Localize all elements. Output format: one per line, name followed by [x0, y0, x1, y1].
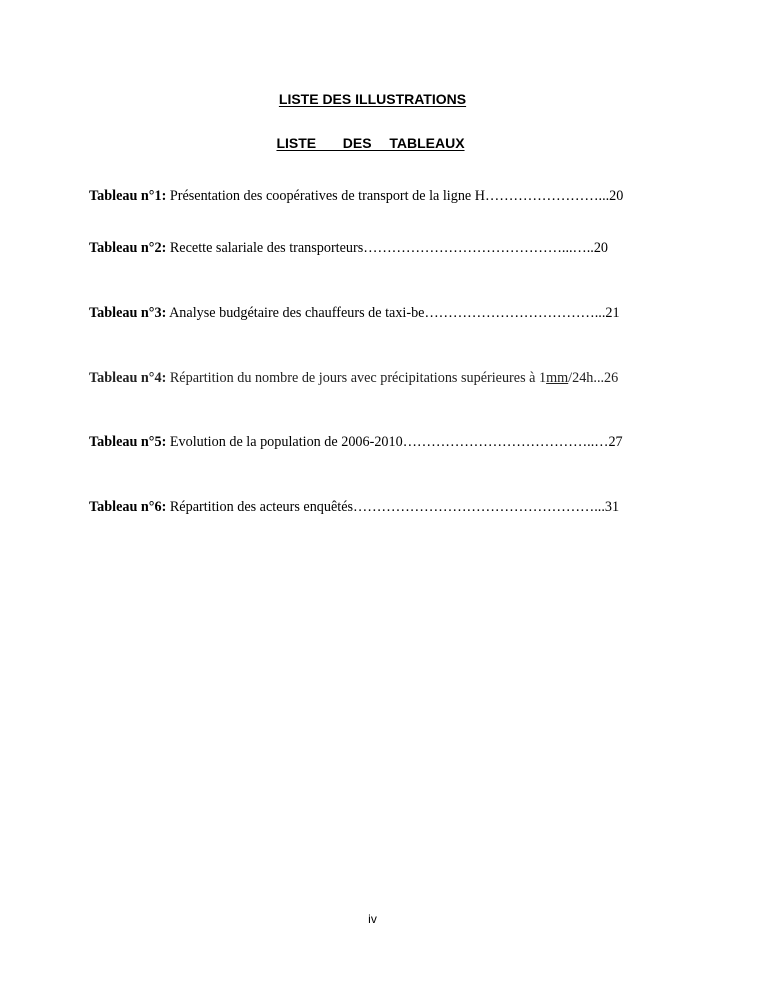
entry-label: Tableau n°4:: [89, 370, 167, 386]
entry-title: Analyse budgétaire des chauffeurs de taxi-be: [169, 305, 425, 321]
entry-title: [170, 370, 594, 386]
entry-leader: ……………………………………...…..: [363, 240, 594, 256]
entry-title-unit: mm: [546, 370, 569, 386]
entry-label: Tableau n°1:: [89, 188, 167, 204]
entry-title: Recette salariale des transporteurs: [169, 240, 364, 256]
entry-title: Présentation des coopératives de transport de la ligne H: [169, 188, 486, 204]
toc-entry-table-4[interactable]: [89, 369, 669, 387]
entry-leader: ...: [593, 370, 605, 386]
list-of-illustrations-heading: LISTE DES ILLUSTRATIONS: [278, 91, 467, 107]
list-of-tables-heading: LISTE DES TABLEAUX: [276, 135, 465, 151]
toc-entry-table-3[interactable]: [89, 304, 669, 322]
entry-leader: …………………………………..…: [402, 434, 609, 450]
entry-page: 21: [605, 305, 620, 321]
page-number: iv: [368, 912, 377, 926]
entry-title-after: /24h: [568, 370, 594, 386]
entry-leader: ……………………...: [485, 188, 610, 204]
entry-page: 27: [608, 434, 623, 450]
toc-entry-table-5[interactable]: [89, 433, 669, 451]
entry-title: Evolution de la population de 2006-2010: [169, 434, 403, 450]
entry-label: Tableau n°2:: [89, 240, 167, 256]
entry-label: Tableau n°3:: [89, 305, 167, 321]
entry-page: 26: [604, 370, 619, 386]
entry-page: 20: [609, 188, 624, 204]
entry-leader: ……………………………………………...: [353, 499, 605, 515]
entry-title-before: Répartition du nombre de jours avec précipitations supérieures à 1: [169, 370, 547, 386]
entry-leader: ………………………………...: [424, 305, 606, 321]
entry-label: Tableau n°5:: [89, 434, 167, 450]
entry-label: Tableau n°6:: [89, 499, 167, 515]
entry-page: 20: [593, 240, 608, 256]
entry-page: 31: [604, 499, 620, 515]
toc-entry-table-2[interactable]: [89, 239, 669, 257]
toc-entry-table-6[interactable]: [89, 498, 669, 516]
toc-entry-table-1[interactable]: [89, 187, 669, 205]
entry-title: Répartition des acteurs enquêtés: [169, 499, 354, 515]
